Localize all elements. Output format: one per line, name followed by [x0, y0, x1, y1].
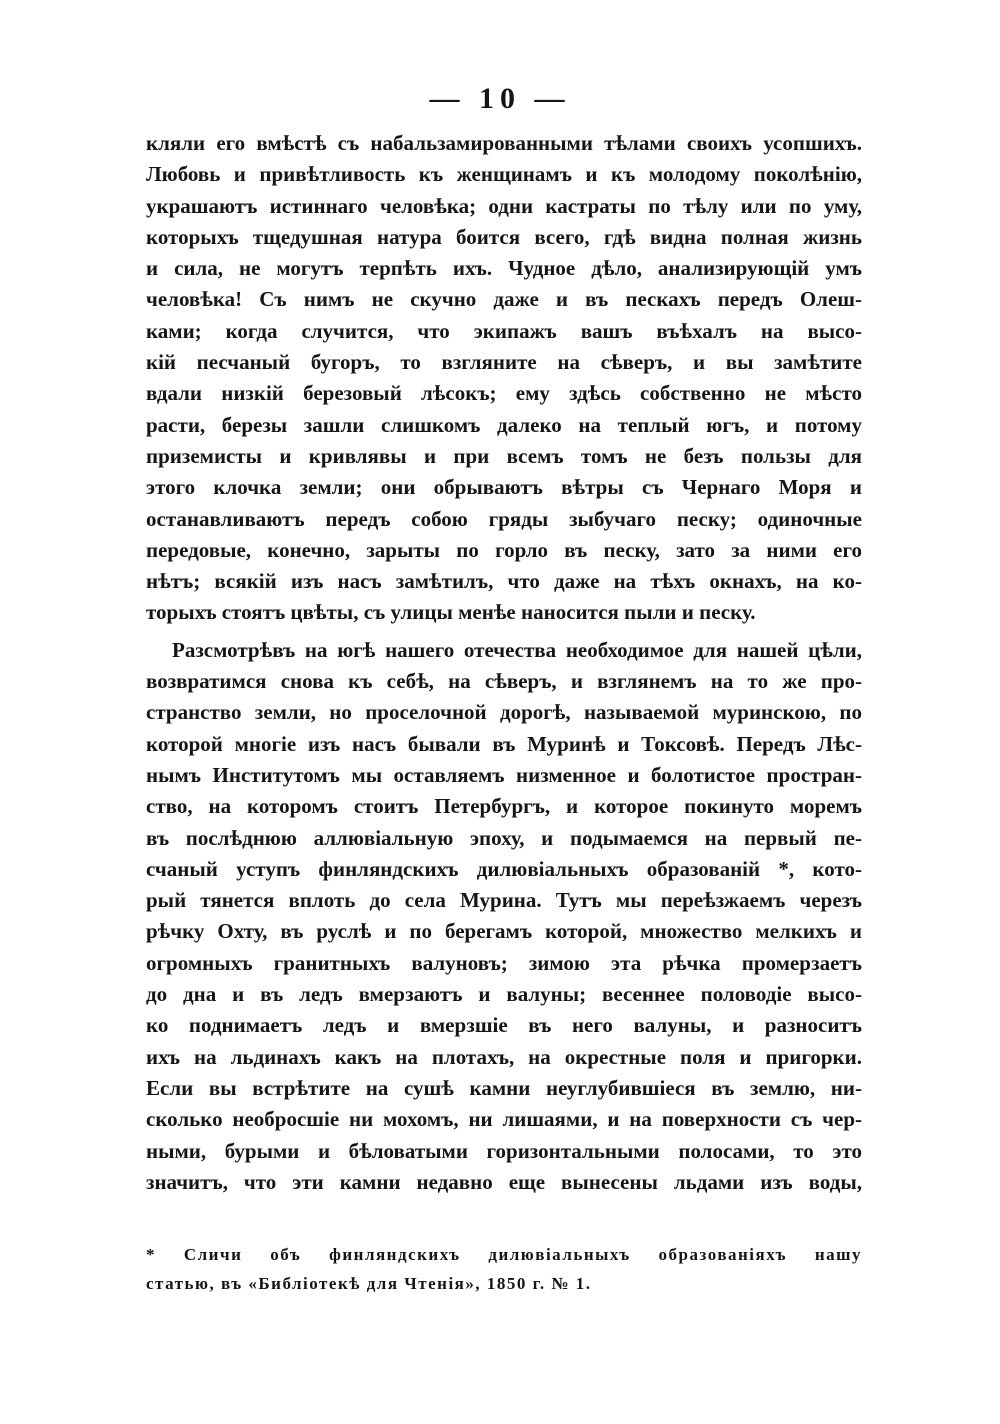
text-line: кляли его вмѣстѣ съ набальзамированными тѣлами своихъ усопшихъ.: [146, 131, 862, 155]
text-line: которой многіе изъ насъ бывали въ Муринѣ и Токсовѣ. Передъ Лѣс-: [146, 731, 862, 756]
text-line: останавливаютъ передъ собою гряды зыбучаго песку; одиночные: [146, 506, 862, 531]
text-line: значитъ, что эти камни недавно еще вынесены льдами изъ воды,: [146, 1169, 862, 1194]
text-line: украшаютъ истиннаго человѣка; одни кастраты по тѣлу или по уму,: [146, 193, 862, 218]
text-line: человѣка! Съ нимъ не скучно даже и въ пескахъ передъ Олеш-: [146, 287, 862, 312]
text-line: расти, березы зашли слишкомъ далеко на теплый югъ, и потому: [146, 412, 862, 437]
text-line: нѣтъ; всякій изъ насъ замѣтилъ, что даже на тѣхъ окнахъ, на ко-: [146, 569, 862, 594]
text-line: кій песчаный бугоръ, то взгляните на сѣверъ, и вы замѣтите: [146, 350, 862, 375]
text-line: передовые, конечно, зарыты по горло въ песку, зато за ними его: [146, 537, 862, 562]
text-line: въ послѣднюю аллювіальную эпоху, и подымаемся на первый пе-: [146, 825, 862, 850]
text-line: рый тянется вплоть до села Мурина. Тутъ мы переѣзжаемъ черезъ: [146, 888, 862, 913]
text-line: торыхъ стоятъ цвѣты, съ улицы менѣе наносится пыли и песку.: [146, 600, 756, 625]
text-line: нымъ Институтомъ мы оставляемъ низменное и болотистое простран-: [146, 762, 862, 787]
text-line: ихъ на льдинахъ какъ на плотахъ, на окрестные поля и пригорки.: [146, 1044, 862, 1069]
text-line: странство земли, но проселочной дорогѣ, называемой муринскою, по: [146, 700, 862, 725]
text-line: ко поднимаетъ ледъ и вмерзшіе въ него валуны, и разноситъ: [146, 1013, 862, 1038]
text-line: рѣчку Охту, въ руслѣ и по берегамъ которой, множество мелкихъ и: [146, 919, 862, 944]
footnote-line: * Сличи объ финляндскихъ дилювіальныхъ образованіяхъ нашу: [146, 1245, 862, 1264]
text-line: ками; когда случится, что экипажъ вашъ въѣхалъ на высо-: [146, 318, 862, 343]
footnote-line: статью, въ «Библіотекѣ для Чтенія», 1850 г. № 1.: [146, 1274, 592, 1293]
page-number: — 10 —: [429, 82, 571, 115]
text-line: Любовь и привѣтливость къ женщинамъ и къ молодому поколѣнію,: [146, 162, 862, 187]
text-line: до дна и въ ледъ вмерзаютъ и валуны; весеннее половодіе высо-: [146, 982, 862, 1007]
text-line: которыхъ тщедушная натура боится всего, гдѣ видна полная жизнь: [146, 224, 862, 249]
text-line: возвратимся снова къ себѣ, на сѣверъ, и взглянемъ на то же про-: [146, 669, 862, 694]
text-line: сколько необросшіе ни мохомъ, ни лишаями, и на поверхности съ чер-: [146, 1107, 862, 1132]
text-line: счаный уступъ финляндскихъ дилювіальныхъ образованій *, кото-: [146, 856, 862, 881]
text-line: и сила, не могутъ терпѣть ихъ. Чудное дѣло, анализирующій умъ: [146, 256, 862, 281]
body-text: [146, 128, 862, 1198]
text-line: огромныхъ гранитныхъ валуновъ; зимою эта рѣчка промерзаетъ: [146, 950, 862, 975]
text-line: этого клочка земли; они обрываютъ вѣтры съ Чернаго Моря и: [146, 475, 862, 500]
text-line: Если вы встрѣтите на сушѣ камни неуглубившіеся въ землю, ни-: [146, 1075, 862, 1100]
footnote: [146, 1240, 862, 1298]
text-line: ными, бурыми и бѣловатыми горизонтальными полосами, то это: [146, 1138, 862, 1163]
text-line: приземисты и кривлявы и при всемъ томъ не безъ пользы для: [146, 443, 862, 468]
text-line: Разсмотрѣвъ на югѣ нашего отечества необходимое для нашей цѣли,: [172, 637, 862, 662]
text-line: ство, на которомъ стоитъ Петербургъ, и которое покинуто моремъ: [146, 794, 862, 819]
text-line: вдали низкій березовый лѣсокъ; ему здѣсь собственно не мѣсто: [146, 381, 862, 406]
